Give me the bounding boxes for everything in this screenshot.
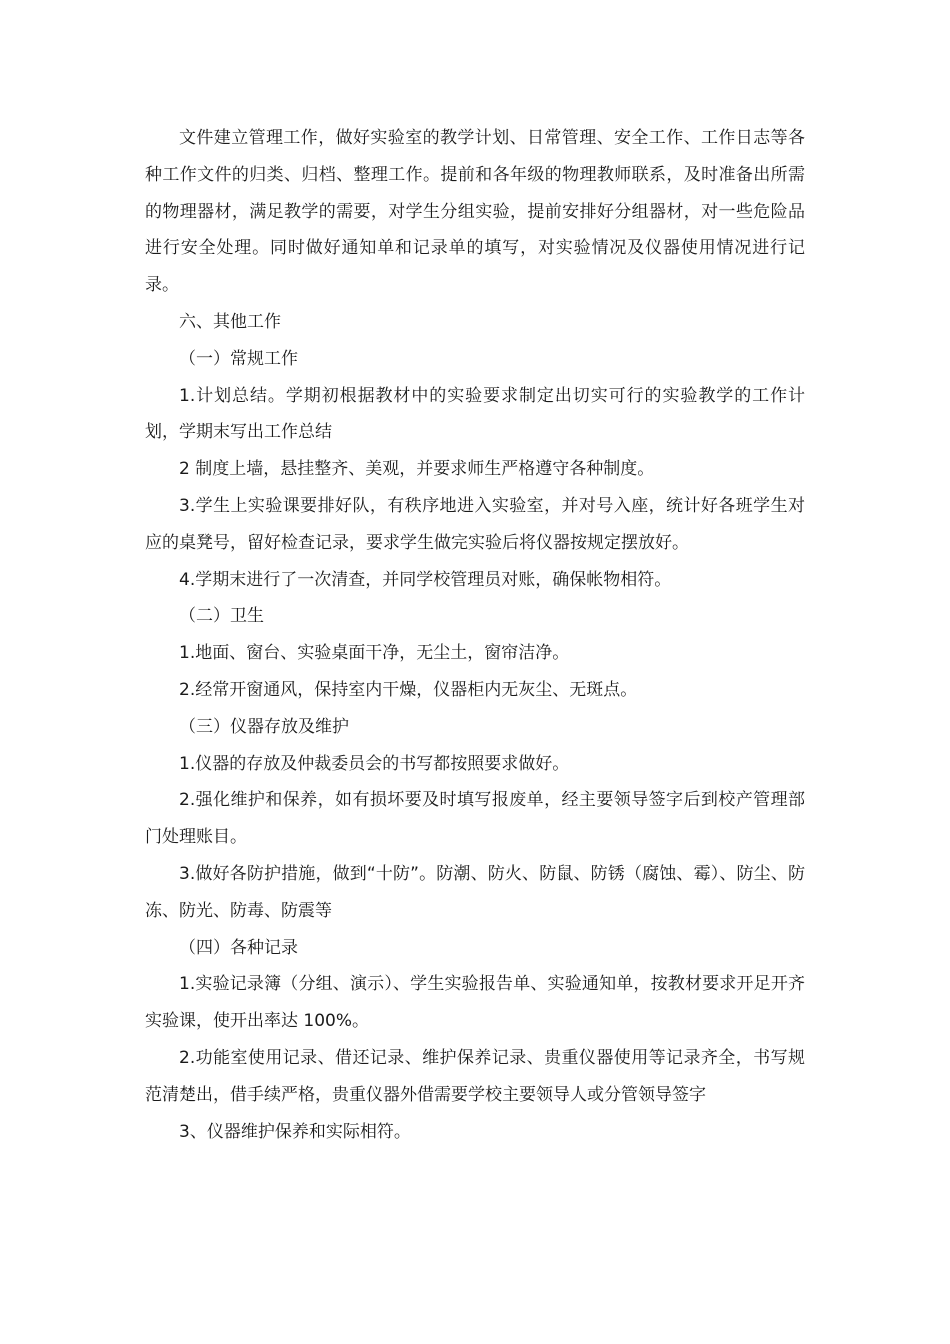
list-item: 2.经常开窗通风，保持室内干燥，仪器柜内无灰尘、无斑点。 bbox=[179, 679, 638, 700]
subsection-heading-hygiene: （二）卫生 bbox=[179, 606, 264, 627]
document-body bbox=[145, 120, 805, 1150]
list-item: 1.仪器的存放及仲裁委员会的书写都按照要求做好。 bbox=[179, 753, 570, 774]
list-item: 2 制度上墙，悬挂整齐、美观，并要求师生严格遵守各种制度。 bbox=[179, 459, 655, 480]
list-item: 1.实验记录簿（分组、演示）、学生实验报告单、实验通知单，按教材要求开足开齐实验课，使开出率达 100%。 bbox=[145, 974, 805, 1032]
list-item: 2.强化维护和保养，如有损坏要及时填写报废单，经主要领导签字后到校产管理部门处理账目。 bbox=[145, 790, 805, 848]
paragraph-file-management: 文件建立管理工作，做好实验室的教学计划、日常管理、安全工作、工作日志等各种工作文件的归类、归档、整理工作。提前和各年级的物理教师联系，及时准备出所需的物理器材，满足教学的需要，对学生分组实验，提前安排好分组器材，对一些危险品进行安全处理。同时做好通知单和记录单的填写，对实验情况及仪器使用情况进行记录。 bbox=[145, 128, 805, 296]
list-item: 3.学生上实验课要排好队，有秩序地进入实验室，并对号入座，统计好各班学生对应的桌凳号，留好检查记录，要求学生做完实验后将仪器按规定摆放好。 bbox=[145, 495, 805, 553]
list-item: 1.地面、窗台、实验桌面干净，无尘土，窗帘洁净。 bbox=[179, 643, 570, 664]
subsection-heading-records: （四）各种记录 bbox=[179, 937, 298, 958]
subsection-heading-routine: （一）常规工作 bbox=[179, 348, 298, 369]
list-item: 3.做好各防护措施，做到“十防”。防潮、防火、防鼠、防锈（腐蚀、霉）、防尘、防冻、防光、防毒、防震等 bbox=[145, 863, 805, 921]
subsection-heading-storage: （三）仪器存放及维护 bbox=[179, 716, 349, 737]
list-item: 3、仪器维护保养和实际相符。 bbox=[179, 1121, 411, 1142]
list-item: 2.功能室使用记录、借还记录、维护保养记录、贵重仪器使用等记录齐全，书写规范清楚出，借手续严格，贵重仪器外借需要学校主要领导人或分管领导签字 bbox=[145, 1047, 805, 1105]
list-item: 1.计划总结。学期初根据教材中的实验要求制定出切实可行的实验教学的工作计划，学期末写出工作总结 bbox=[145, 385, 805, 443]
section-heading-other-work: 六、其他工作 bbox=[179, 311, 281, 332]
list-item: 4.学期末进行了一次清查，并同学校管理员对账，确保帐物相符。 bbox=[179, 569, 672, 590]
